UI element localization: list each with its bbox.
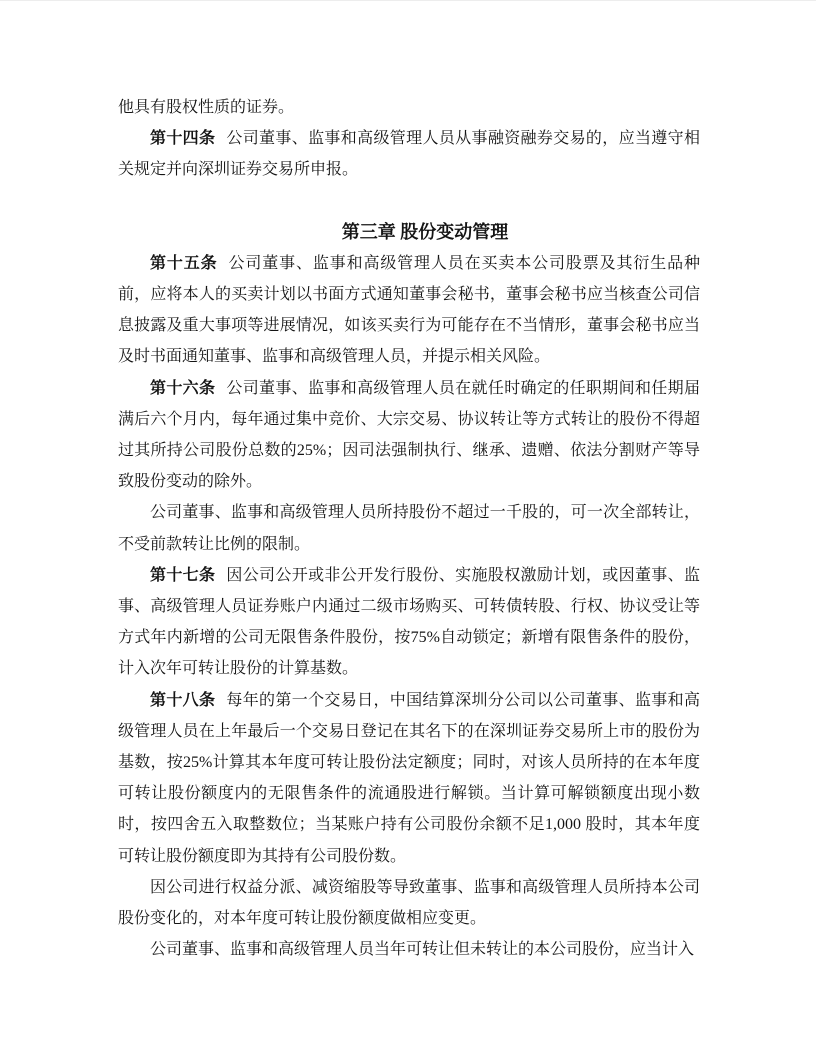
article-paragraph	[118, 560, 700, 685]
paragraph-text: 公司董事、监事和高级管理人员在买卖本公司股票及其衍生品种前，应将本人的买卖计划以书面方式通知董事会秘书，董事会秘书应当核查公司信息披露及重大事项等进展情况，如该买卖行为可能存在不当情形，董事会秘书应当及时书面通知董事、监事和高级管理人员，并提示相关风险。	[118, 254, 700, 366]
body-paragraph	[118, 934, 700, 965]
article-number: 第十五条	[150, 254, 218, 272]
paragraph-text: 公司董事、监事和高级管理人员从事融资融券交易的，应当遵守相关规定并向深圳证券交易所申报。	[118, 130, 700, 179]
body-paragraph	[118, 92, 700, 123]
article-number: 第十四条	[150, 130, 216, 148]
paragraph-text: 因公司进行权益分派、减资缩股等导致董事、监事和高级管理人员所持本公司股份变化的，对本年度可转让股份额度做相应变更。	[118, 878, 700, 928]
article-paragraph	[118, 685, 700, 872]
article-number: 第十八条	[150, 691, 216, 709]
document-body	[118, 92, 700, 965]
paragraph-text: 公司董事、监事和高级管理人员在就任时确定的任职期间和任期届满后六个月内，每年通过集中竞价、大宗交易、协议转让等方式转让的股份不得超过其所持公司股份总数的25%；因司法强制执行、继承、遗赠、依法分割财产等导致股份变动的除外。	[118, 379, 700, 491]
paragraph-text: 他具有股权性质的证券。	[118, 99, 295, 116]
article-paragraph	[118, 248, 700, 373]
article-number: 第十七条	[150, 566, 216, 584]
article-paragraph	[118, 123, 700, 185]
article-number: 第十六条	[150, 379, 216, 397]
paragraph-text: 每年的第一个交易日，中国结算深圳分公司以公司董事、监事和高级管理人员在上年最后一个交易日登记在其名下的在深圳证券交易所上市的股份为基数，按25%计算其本年度可转让股份法定额度；同时，对该人员所持的在本年度可转让股份额度内的无限售条件的流通股进行解锁。当计算可解锁额度出现小数时，按四舍五入取整数位；当某账户持有公司股份余额不足1,000 股时，其本年度可转让股份额度即为其持有公司股份数。	[118, 691, 700, 865]
paragraph-text: 公司董事、监事和高级管理人员当年可转让但未转让的本公司股份，应当计入	[150, 941, 695, 959]
paragraph-text: 因公司公开或非公开发行股份、实施股权激励计划，或因董事、监事、高级管理人员证券账户内通过二级市场购买、可转债转股、行权、协议受让等方式年内新增的公司无限售条件股份，按75%自动锁定；新增有限售条件的股份，计入次年可转让股份的计算基数。	[118, 566, 700, 678]
paragraph-text: 公司董事、监事和高级管理人员所持股份不超过一千股的，可一次全部转让，不受前款转让比例的限制。	[118, 504, 700, 553]
chapter-heading: 第三章 股份变动管理	[341, 221, 509, 242]
body-paragraph	[118, 497, 700, 559]
article-paragraph	[118, 373, 700, 498]
body-paragraph	[118, 872, 700, 934]
